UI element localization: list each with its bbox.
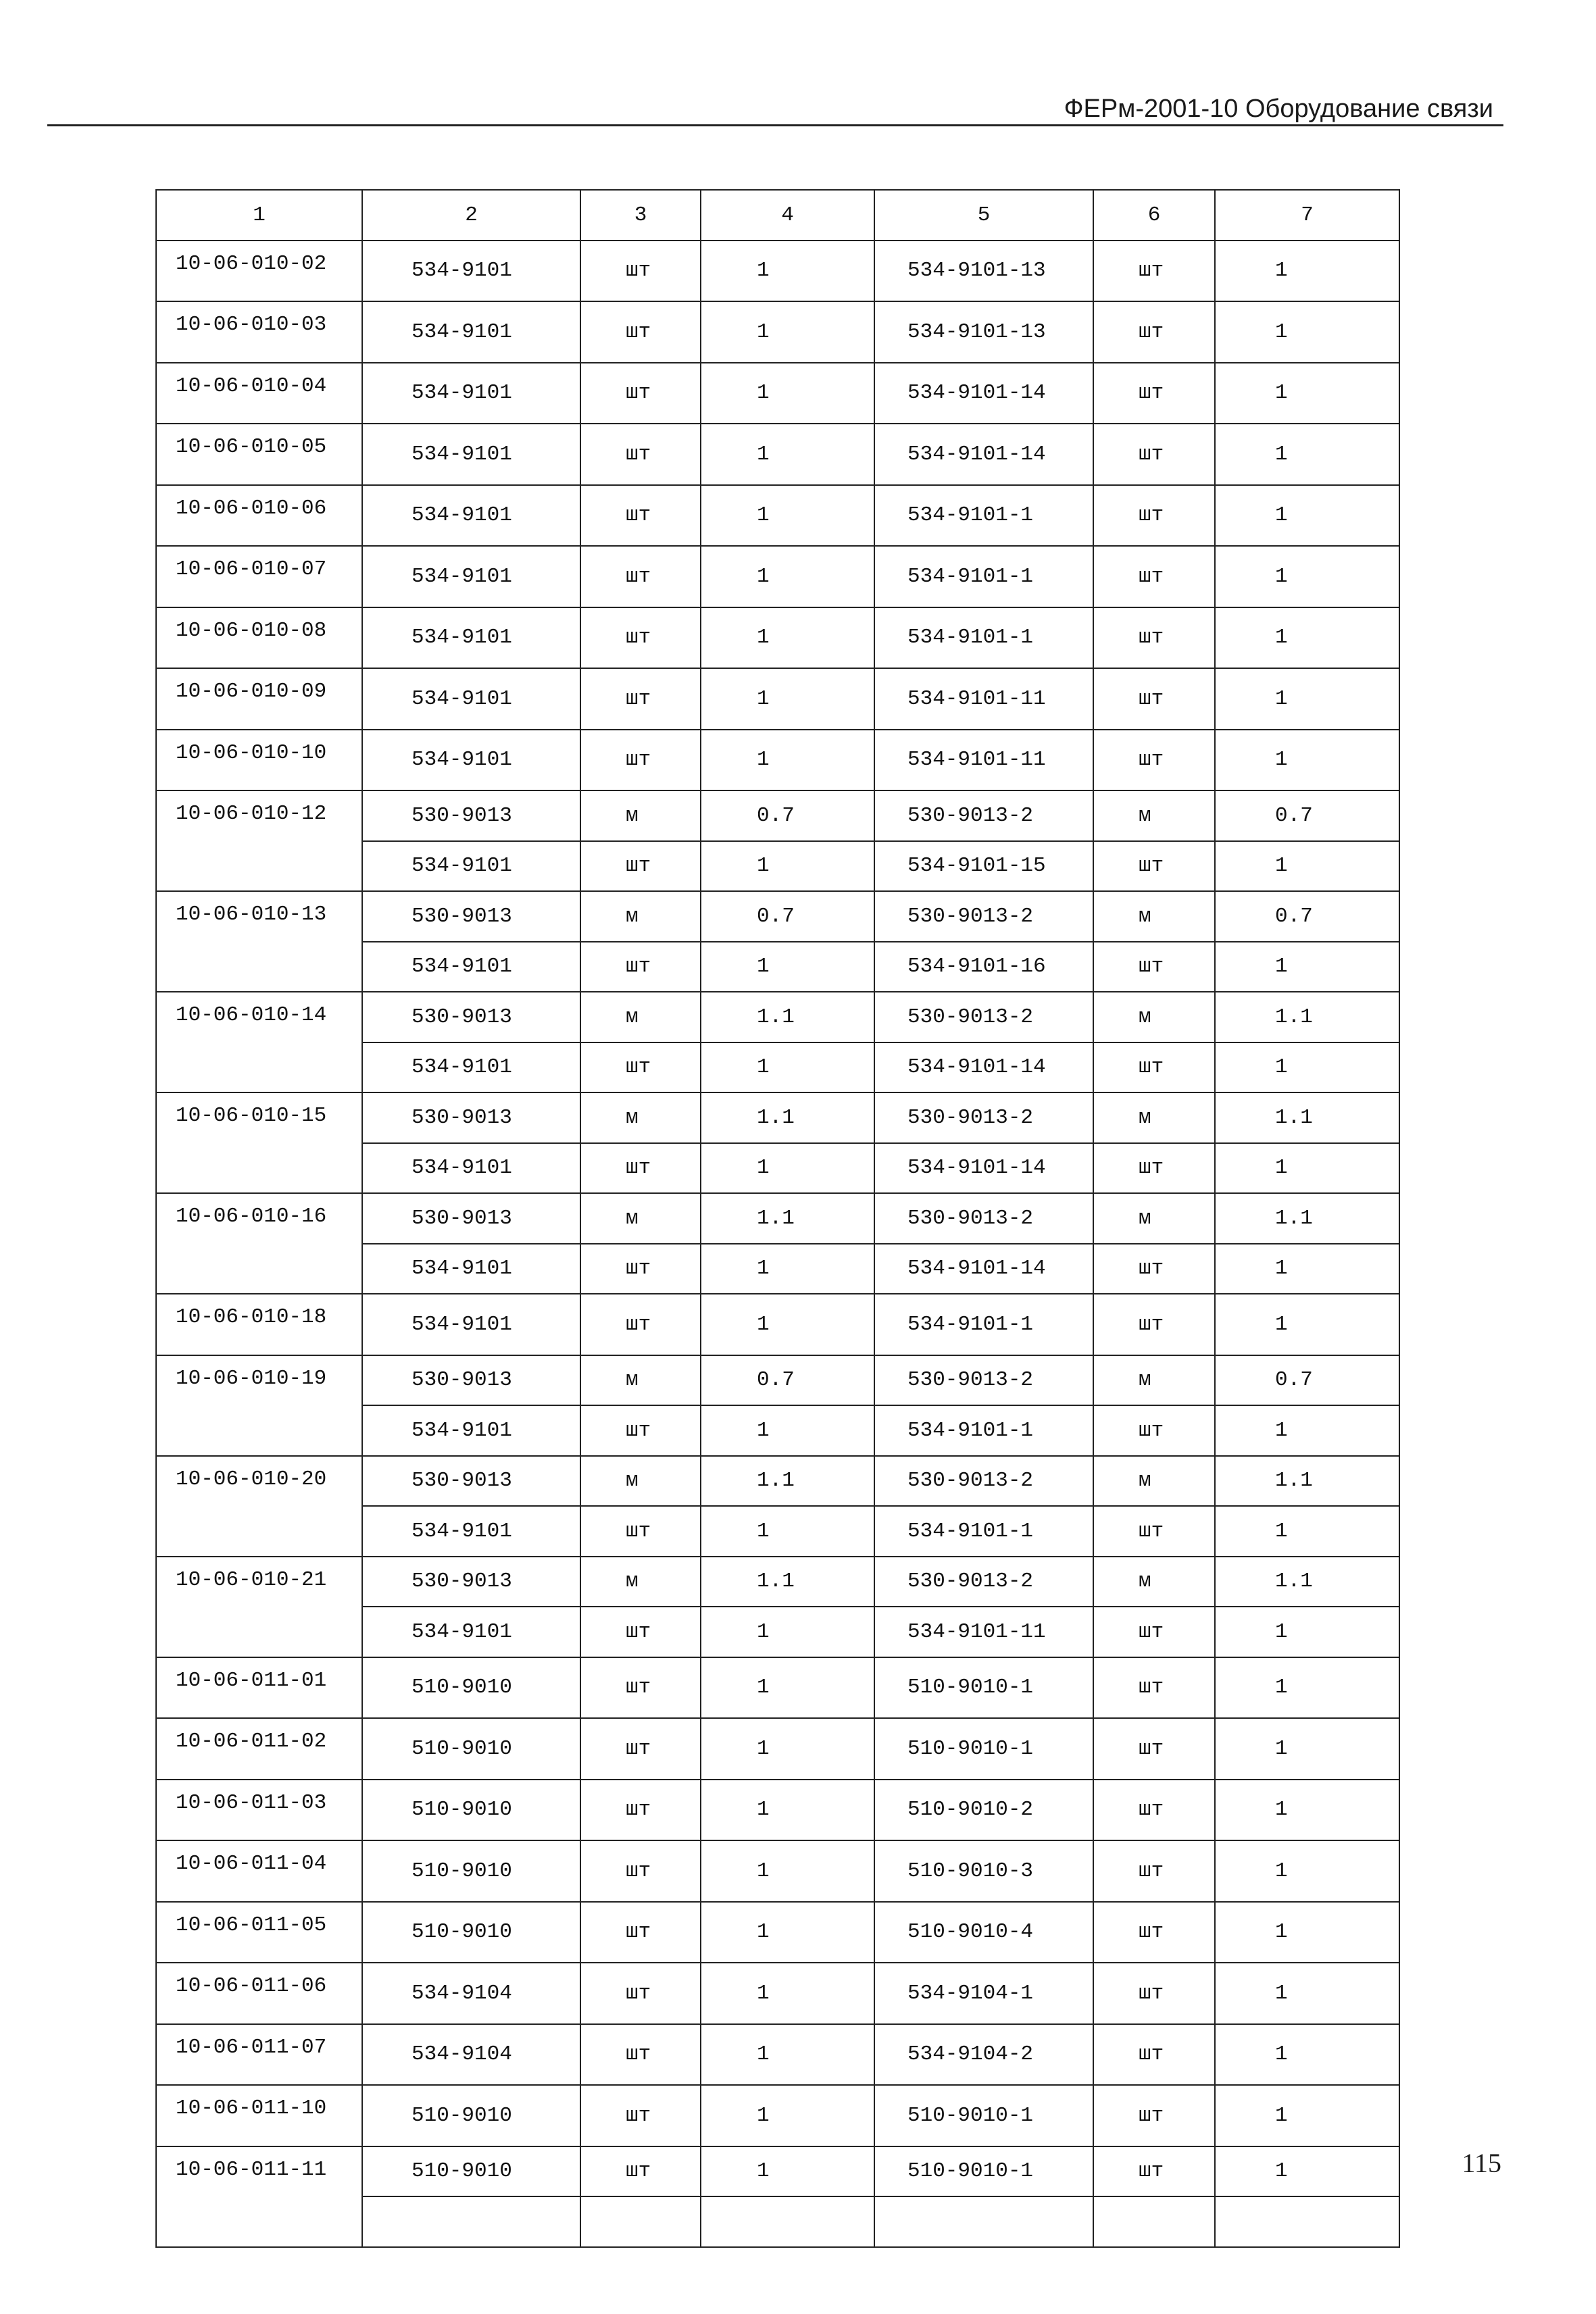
table-row	[156, 1193, 1399, 1244]
rate-code-cell: 10-06-011-02	[156, 1718, 362, 1780]
unit-cell: шт	[580, 485, 701, 547]
replacement-code-cell: 534-9101-14	[874, 1143, 1093, 1194]
replacement-unit-cell: шт	[1093, 1244, 1215, 1294]
replacement-unit-cell: м	[1093, 891, 1215, 942]
table-row	[156, 1557, 1399, 1607]
column-header: 5	[874, 190, 1093, 241]
code-cell: 530-9013	[362, 1456, 580, 1507]
quantity-cell: 1	[701, 1607, 874, 1657]
unit-cell: шт	[580, 1506, 701, 1557]
quantity-cell: 1	[701, 546, 874, 607]
unit-cell: шт	[580, 841, 701, 892]
replacement-unit-cell: шт	[1093, 1405, 1215, 1456]
quantity-cell: 1	[701, 1963, 874, 2024]
replacement-quantity-cell: 1.1	[1215, 1456, 1399, 1507]
replacement-code-cell: 510-9010-1	[874, 2146, 1093, 2197]
replacement-unit-cell: шт	[1093, 730, 1215, 791]
replacement-code-cell: 534-9101-1	[874, 485, 1093, 547]
replacement-code-cell: 530-9013-2	[874, 1557, 1093, 1607]
code-cell: 534-9101	[362, 1405, 580, 1456]
code-cell: 530-9013	[362, 1193, 580, 1244]
rate-code-cell: 10-06-010-09	[156, 668, 362, 730]
unit-cell: шт	[580, 1244, 701, 1294]
quantity-cell: 1.1	[701, 992, 874, 1042]
replacement-quantity-cell: 1	[1215, 1840, 1399, 1902]
unit-cell: м	[580, 1092, 701, 1143]
replacement-code-cell: 534-9101-13	[874, 241, 1093, 302]
replacement-code-cell: 530-9013-2	[874, 1456, 1093, 1507]
replacement-unit-cell: м	[1093, 1456, 1215, 1507]
header-rule	[47, 124, 1503, 126]
unit-cell: шт	[580, 942, 701, 992]
table-row	[156, 485, 1399, 547]
unit-cell: шт	[580, 546, 701, 607]
replacement-unit-cell: м	[1093, 1092, 1215, 1143]
quantity-cell: 1	[701, 1718, 874, 1780]
replacement-unit-cell: шт	[1093, 1718, 1215, 1780]
unit-cell: шт	[580, 1902, 701, 1963]
norms-table	[155, 189, 1400, 2248]
replacement-code-cell: 534-9101-14	[874, 424, 1093, 485]
replacement-quantity-cell: 1	[1215, 1780, 1399, 1841]
table-row	[156, 1456, 1399, 1507]
quantity-cell: 1	[701, 1143, 874, 1194]
replacement-unit-cell: шт	[1093, 1143, 1215, 1194]
replacement-quantity-cell: 1	[1215, 730, 1399, 791]
replacement-quantity-cell: 1	[1215, 301, 1399, 363]
rate-code-cell: 10-06-010-04	[156, 363, 362, 424]
table-row	[156, 992, 1399, 1042]
table-row	[156, 424, 1399, 485]
replacement-quantity-cell: 1	[1215, 1963, 1399, 2024]
rate-code-cell: 10-06-010-13	[156, 891, 362, 992]
replacement-unit-cell: шт	[1093, 1506, 1215, 1557]
replacement-unit-cell: шт	[1093, 942, 1215, 992]
code-cell: 534-9101	[362, 1294, 580, 1355]
rate-code-cell: 10-06-011-01	[156, 1657, 362, 1719]
table-row	[156, 1902, 1399, 1963]
table-row	[156, 363, 1399, 424]
replacement-code-cell: 534-9101-15	[874, 841, 1093, 892]
replacement-quantity-cell: 1	[1215, 1294, 1399, 1355]
replacement-code-cell: 534-9101-1	[874, 1294, 1093, 1355]
replacement-unit-cell: шт	[1093, 841, 1215, 892]
replacement-unit-cell: шт	[1093, 1294, 1215, 1355]
rate-code-cell: 10-06-011-10	[156, 2085, 362, 2146]
replacement-quantity-cell: 1	[1215, 2024, 1399, 2086]
unit-cell: шт	[580, 363, 701, 424]
replacement-code-cell: 534-9101-1	[874, 1405, 1093, 1456]
table-row	[156, 546, 1399, 607]
replacement-unit-cell: шт	[1093, 1657, 1215, 1719]
quantity-cell: 1	[701, 2085, 874, 2146]
rate-code-cell: 10-06-011-05	[156, 1902, 362, 1963]
rate-code-cell: 10-06-010-14	[156, 992, 362, 1092]
rate-code-cell: 10-06-010-06	[156, 485, 362, 547]
unit-cell: м	[580, 1193, 701, 1244]
replacement-code-cell: 510-9010-4	[874, 1902, 1093, 1963]
quantity-cell: 1.1	[701, 1557, 874, 1607]
replacement-unit-cell: м	[1093, 1557, 1215, 1607]
replacement-quantity-cell: 1	[1215, 546, 1399, 607]
replacement-unit-cell: м	[1093, 1355, 1215, 1406]
quantity-cell: 1.1	[701, 1456, 874, 1507]
replacement-unit-cell: шт	[1093, 1902, 1215, 1963]
replacement-unit-cell: шт	[1093, 668, 1215, 730]
quantity-cell: 1	[701, 301, 874, 363]
code-cell: 530-9013	[362, 891, 580, 942]
quantity-cell: 1	[701, 1657, 874, 1719]
table-row	[156, 2146, 1399, 2197]
code-cell: 534-9101	[362, 1506, 580, 1557]
quantity-cell: 1	[701, 241, 874, 302]
quantity-cell: 1	[701, 730, 874, 791]
replacement-quantity-cell: 1.1	[1215, 1193, 1399, 1244]
unit-cell: шт	[580, 301, 701, 363]
table-row	[156, 1294, 1399, 1355]
replacement-quantity-cell: 1	[1215, 841, 1399, 892]
replacement-quantity-cell: 1	[1215, 485, 1399, 547]
replacement-code-cell: 510-9010-3	[874, 1840, 1093, 1902]
quantity-cell: 1	[701, 1840, 874, 1902]
replacement-quantity-cell: 1	[1215, 1506, 1399, 1557]
replacement-quantity-cell: 1	[1215, 1042, 1399, 1093]
replacement-code-cell: 534-9101-16	[874, 942, 1093, 992]
replacement-unit-cell: шт	[1093, 363, 1215, 424]
replacement-code-cell: 530-9013-2	[874, 790, 1093, 841]
unit-cell: шт	[580, 241, 701, 302]
header-title: ФЕРм-2001-10 Оборудование связи	[1064, 95, 1493, 123]
replacement-unit-cell: шт	[1093, 546, 1215, 607]
code-cell: 534-9101	[362, 730, 580, 791]
replacement-code-cell: 534-9101-11	[874, 730, 1093, 791]
replacement-unit-cell: шт	[1093, 1607, 1215, 1657]
replacement-quantity-cell: 1	[1215, 1607, 1399, 1657]
code-cell: 530-9013	[362, 790, 580, 841]
rate-code-cell: 10-06-010-07	[156, 546, 362, 607]
replacement-code-cell: 534-9104-1	[874, 1963, 1093, 2024]
table-row	[156, 241, 1399, 302]
rate-code-cell: 10-06-010-03	[156, 301, 362, 363]
quantity-cell: 1	[701, 1405, 874, 1456]
replacement-quantity-cell: 1	[1215, 1143, 1399, 1194]
rate-code-cell: 10-06-011-06	[156, 1963, 362, 2024]
table-row	[156, 2024, 1399, 2086]
unit-cell: шт	[580, 1840, 701, 1902]
replacement-unit-cell: шт	[1093, 241, 1215, 302]
code-cell: 510-9010	[362, 2146, 580, 2197]
column-header: 4	[701, 190, 874, 241]
replacement-unit-cell: м	[1093, 992, 1215, 1042]
replacement-quantity-cell: 1	[1215, 607, 1399, 669]
unit-cell: шт	[580, 1963, 701, 2024]
table-row	[156, 730, 1399, 791]
code-cell: 534-9101	[362, 363, 580, 424]
rate-code-cell: 10-06-010-18	[156, 1294, 362, 1355]
quantity-cell: 1	[701, 2024, 874, 2086]
replacement-unit-cell: шт	[1093, 2146, 1215, 2197]
replacement-code-cell: 510-9010-1	[874, 1657, 1093, 1719]
unit-cell: шт	[580, 2146, 701, 2197]
rate-code-cell: 10-06-010-12	[156, 790, 362, 891]
unit-cell: м	[580, 1355, 701, 1406]
quantity-cell: 1	[701, 841, 874, 892]
quantity-cell: 1	[701, 668, 874, 730]
rate-code-cell: 10-06-010-16	[156, 1193, 362, 1294]
replacement-code-cell: 534-9101-14	[874, 1042, 1093, 1093]
blank-cell	[701, 2196, 874, 2247]
replacement-code-cell: 534-9101-1	[874, 546, 1093, 607]
rate-code-cell: 10-06-011-07	[156, 2024, 362, 2086]
replacement-code-cell: 530-9013-2	[874, 891, 1093, 942]
replacement-quantity-cell: 1	[1215, 1718, 1399, 1780]
code-cell: 534-9101	[362, 1607, 580, 1657]
unit-cell: шт	[580, 1042, 701, 1093]
code-cell: 534-9101	[362, 668, 580, 730]
rate-code-cell: 10-06-010-20	[156, 1456, 362, 1557]
replacement-quantity-cell: 1	[1215, 363, 1399, 424]
rate-code-cell: 10-06-010-10	[156, 730, 362, 791]
rate-code-cell: 10-06-010-15	[156, 1092, 362, 1193]
code-cell: 534-9101	[362, 241, 580, 302]
table-body	[156, 241, 1399, 2247]
replacement-code-cell: 534-9101-11	[874, 1607, 1093, 1657]
replacement-code-cell: 534-9101-14	[874, 1244, 1093, 1294]
rate-code-cell: 10-06-010-19	[156, 1355, 362, 1456]
replacement-code-cell: 534-9101-1	[874, 1506, 1093, 1557]
quantity-cell: 0.7	[701, 1355, 874, 1406]
rate-code-cell: 10-06-010-02	[156, 241, 362, 302]
rate-code-cell: 10-06-010-21	[156, 1557, 362, 1657]
unit-cell: м	[580, 891, 701, 942]
code-cell: 510-9010	[362, 1780, 580, 1841]
unit-cell: шт	[580, 1780, 701, 1841]
replacement-quantity-cell: 1.1	[1215, 1557, 1399, 1607]
replacement-unit-cell: шт	[1093, 424, 1215, 485]
table-row	[156, 1780, 1399, 1841]
replacement-quantity-cell: 1	[1215, 2146, 1399, 2197]
replacement-unit-cell: шт	[1093, 1042, 1215, 1093]
code-cell: 530-9013	[362, 1092, 580, 1143]
replacement-unit-cell: шт	[1093, 1963, 1215, 2024]
unit-cell: шт	[580, 668, 701, 730]
replacement-quantity-cell: 1	[1215, 1657, 1399, 1719]
replacement-quantity-cell: 0.7	[1215, 1355, 1399, 1406]
unit-cell: шт	[580, 1718, 701, 1780]
quantity-cell: 1	[701, 485, 874, 547]
code-cell: 510-9010	[362, 1657, 580, 1719]
code-cell: 534-9104	[362, 1963, 580, 2024]
code-cell: 510-9010	[362, 1902, 580, 1963]
quantity-cell: 1	[701, 1506, 874, 1557]
table-row	[156, 2085, 1399, 2146]
code-cell: 510-9010	[362, 2085, 580, 2146]
replacement-unit-cell: шт	[1093, 607, 1215, 669]
rate-code-cell: 10-06-011-04	[156, 1840, 362, 1902]
column-header: 3	[580, 190, 701, 241]
unit-cell: шт	[580, 730, 701, 791]
quantity-cell: 1	[701, 1042, 874, 1093]
replacement-unit-cell: м	[1093, 1193, 1215, 1244]
code-cell: 534-9101	[362, 942, 580, 992]
replacement-unit-cell: шт	[1093, 1780, 1215, 1841]
replacement-unit-cell: шт	[1093, 301, 1215, 363]
column-header: 1	[156, 190, 362, 241]
unit-cell: шт	[580, 424, 701, 485]
table-row	[156, 1718, 1399, 1780]
quantity-cell: 1.1	[701, 1092, 874, 1143]
quantity-cell: 0.7	[701, 790, 874, 841]
replacement-unit-cell: м	[1093, 790, 1215, 841]
code-cell: 530-9013	[362, 992, 580, 1042]
table-row	[156, 1355, 1399, 1406]
code-cell: 534-9101	[362, 607, 580, 669]
replacement-code-cell: 534-9101-1	[874, 607, 1093, 669]
replacement-code-cell: 510-9010-2	[874, 1780, 1093, 1841]
quantity-cell: 1	[701, 607, 874, 669]
code-cell: 534-9101	[362, 546, 580, 607]
table-row	[156, 1840, 1399, 1902]
code-cell: 534-9101	[362, 301, 580, 363]
replacement-quantity-cell: 1	[1215, 942, 1399, 992]
table-row	[156, 891, 1399, 942]
rate-code-cell: 10-06-010-05	[156, 424, 362, 485]
quantity-cell: 1	[701, 363, 874, 424]
table-row	[156, 607, 1399, 669]
replacement-unit-cell: шт	[1093, 485, 1215, 547]
blank-cell	[1093, 2196, 1215, 2247]
replacement-code-cell: 534-9101-14	[874, 363, 1093, 424]
replacement-quantity-cell: 1	[1215, 241, 1399, 302]
replacement-code-cell: 530-9013-2	[874, 1193, 1093, 1244]
table-header	[156, 190, 1399, 241]
replacement-code-cell: 534-9104-2	[874, 2024, 1093, 2086]
replacement-code-cell: 530-9013-2	[874, 1355, 1093, 1406]
unit-cell: м	[580, 1456, 701, 1507]
quantity-cell: 1	[701, 942, 874, 992]
code-cell: 530-9013	[362, 1355, 580, 1406]
table-row	[156, 1092, 1399, 1143]
replacement-quantity-cell: 1.1	[1215, 1092, 1399, 1143]
unit-cell: шт	[580, 1607, 701, 1657]
quantity-cell: 1	[701, 424, 874, 485]
table-row	[156, 1963, 1399, 2024]
code-cell: 530-9013	[362, 1557, 580, 1607]
code-cell: 534-9101	[362, 1244, 580, 1294]
unit-cell: м	[580, 790, 701, 841]
unit-cell: шт	[580, 1143, 701, 1194]
unit-cell: шт	[580, 1657, 701, 1719]
rate-code-cell: 10-06-011-03	[156, 1780, 362, 1841]
blank-cell	[362, 2196, 580, 2247]
unit-cell: шт	[580, 2085, 701, 2146]
quantity-cell: 1	[701, 2146, 874, 2197]
rate-code-cell: 10-06-011-11	[156, 2146, 362, 2247]
table-row	[156, 301, 1399, 363]
unit-cell: шт	[580, 607, 701, 669]
page-number: 115	[1462, 2148, 1501, 2178]
column-header: 6	[1093, 190, 1215, 241]
unit-cell: шт	[580, 2024, 701, 2086]
replacement-code-cell: 534-9101-11	[874, 668, 1093, 730]
code-cell: 534-9101	[362, 1143, 580, 1194]
rate-code-cell: 10-06-010-08	[156, 607, 362, 669]
replacement-code-cell: 510-9010-1	[874, 2085, 1093, 2146]
code-cell: 534-9101	[362, 1042, 580, 1093]
unit-cell: шт	[580, 1294, 701, 1355]
replacement-code-cell: 530-9013-2	[874, 1092, 1093, 1143]
blank-cell	[1215, 2196, 1399, 2247]
replacement-quantity-cell: 0.7	[1215, 790, 1399, 841]
replacement-quantity-cell: 1	[1215, 424, 1399, 485]
table-row	[156, 790, 1399, 841]
replacement-code-cell: 534-9101-13	[874, 301, 1093, 363]
replacement-unit-cell: шт	[1093, 2024, 1215, 2086]
code-cell: 510-9010	[362, 1840, 580, 1902]
column-header: 7	[1215, 190, 1399, 241]
replacement-code-cell: 510-9010-1	[874, 1718, 1093, 1780]
code-cell: 510-9010	[362, 1718, 580, 1780]
table-row	[156, 1657, 1399, 1719]
code-cell: 534-9101	[362, 424, 580, 485]
unit-cell: м	[580, 992, 701, 1042]
quantity-cell: 0.7	[701, 891, 874, 942]
replacement-quantity-cell: 1	[1215, 1902, 1399, 1963]
replacement-quantity-cell: 1	[1215, 668, 1399, 730]
quantity-cell: 1	[701, 1780, 874, 1841]
quantity-cell: 1	[701, 1294, 874, 1355]
quantity-cell: 1.1	[701, 1193, 874, 1244]
replacement-quantity-cell: 1	[1215, 2085, 1399, 2146]
blank-cell	[580, 2196, 701, 2247]
code-cell: 534-9101	[362, 841, 580, 892]
quantity-cell: 1	[701, 1244, 874, 1294]
column-header: 2	[362, 190, 580, 241]
replacement-quantity-cell: 1.1	[1215, 992, 1399, 1042]
unit-cell: м	[580, 1557, 701, 1607]
blank-cell	[874, 2196, 1093, 2247]
replacement-code-cell: 530-9013-2	[874, 992, 1093, 1042]
code-cell: 534-9101	[362, 485, 580, 547]
replacement-quantity-cell: 1	[1215, 1405, 1399, 1456]
replacement-unit-cell: шт	[1093, 1840, 1215, 1902]
table-row	[156, 668, 1399, 730]
replacement-unit-cell: шт	[1093, 2085, 1215, 2146]
replacement-quantity-cell: 1	[1215, 1244, 1399, 1294]
code-cell: 534-9104	[362, 2024, 580, 2086]
header-row	[156, 190, 1399, 241]
quantity-cell: 1	[701, 1902, 874, 1963]
unit-cell: шт	[580, 1405, 701, 1456]
replacement-quantity-cell: 0.7	[1215, 891, 1399, 942]
